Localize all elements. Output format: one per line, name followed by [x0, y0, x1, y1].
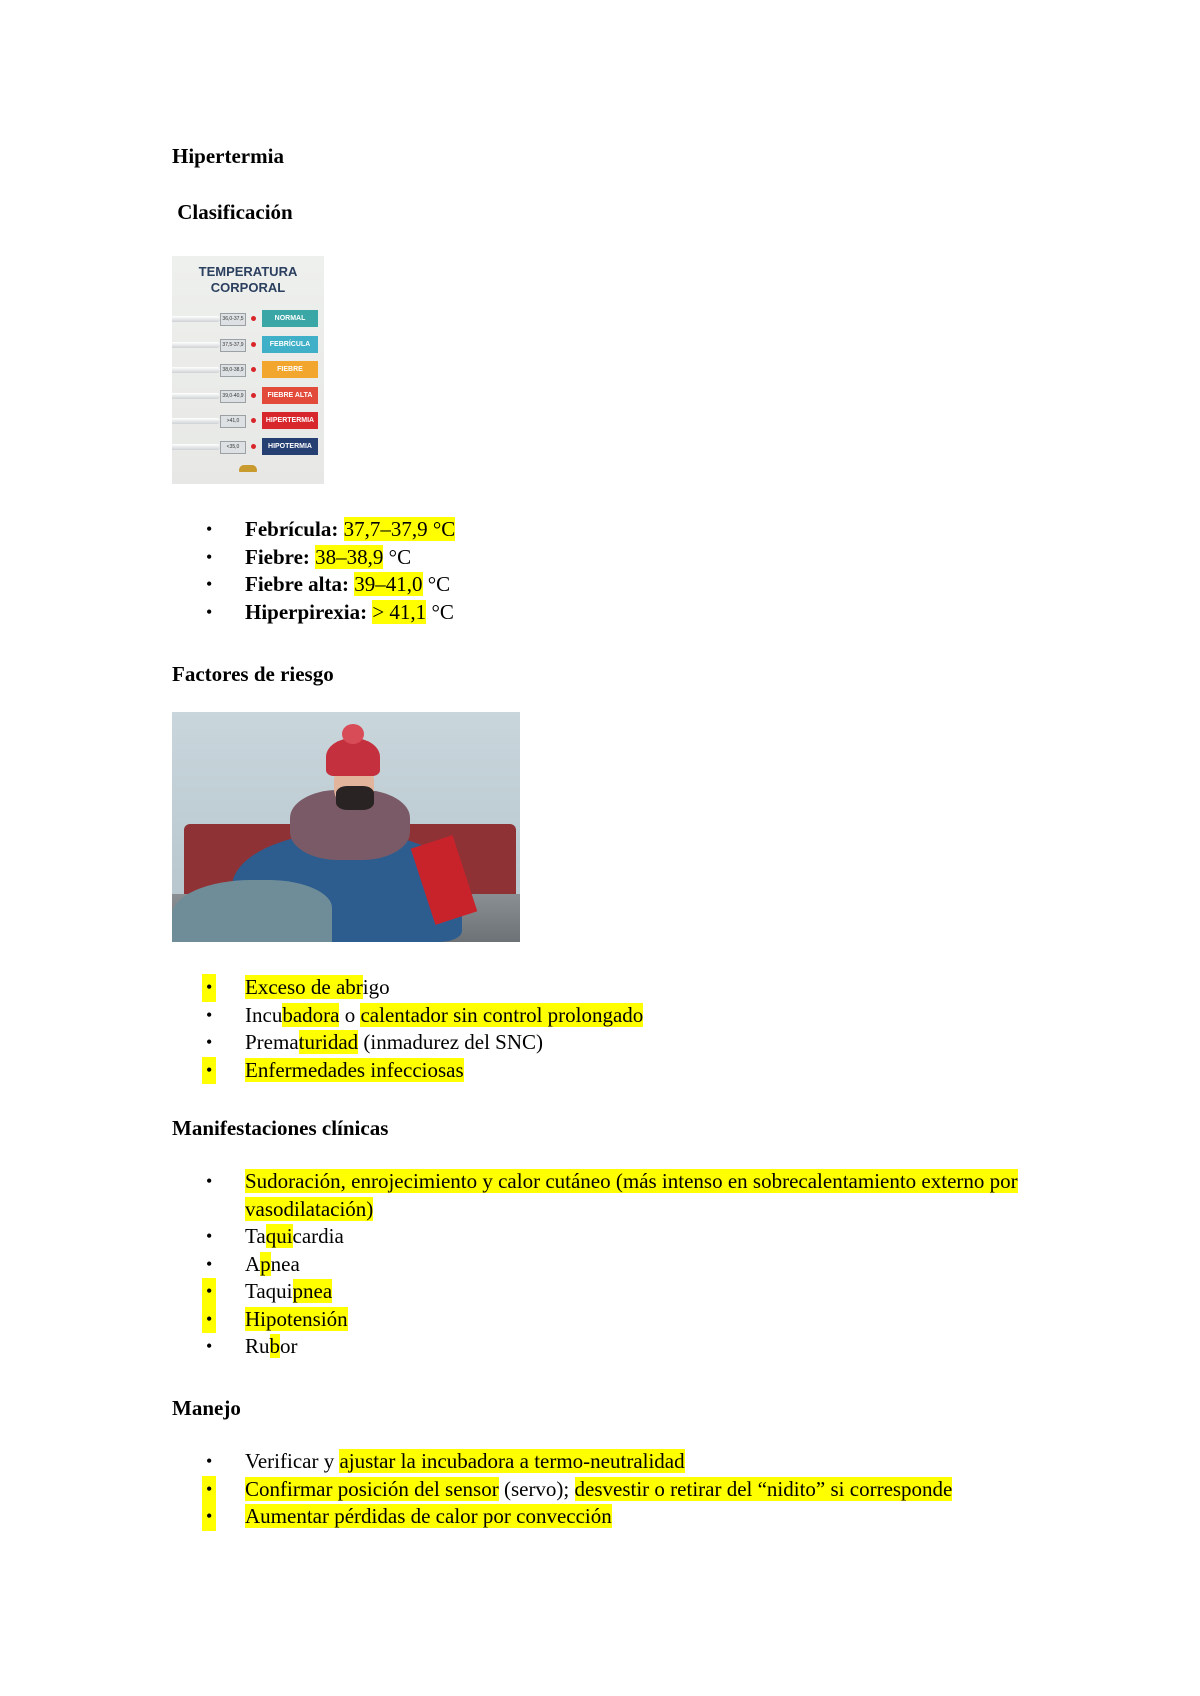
indicator-dot-icon	[251, 316, 256, 321]
temperature-reading: 38,0-38,9	[220, 364, 246, 377]
thermometer-icon	[172, 342, 220, 348]
list-item: • Fiebre: 38–38,9 °C	[172, 544, 1052, 572]
indicator-dot-icon	[251, 444, 256, 449]
heading-clasificacion: Clasificación	[172, 200, 293, 224]
temperature-reading: <35,0	[220, 441, 246, 454]
indicator-dot-icon	[251, 367, 256, 372]
page-title: Hipertermia	[172, 144, 284, 168]
thermometer-icon	[172, 393, 220, 399]
manifestaciones-list	[172, 1168, 1052, 1361]
temperature-reading: 36,0-37,5	[220, 313, 246, 326]
list-item: • Fiebre alta: 39–41,0 °C	[172, 571, 1052, 599]
heading-manejo: Manejo	[172, 1396, 241, 1420]
list-item: • Confirmar posición del sensor (servo); desvestir o retirar del “nidito” si corresponde	[172, 1476, 992, 1504]
list-item: • Taquicardia	[172, 1223, 1052, 1251]
factores-list	[172, 974, 1052, 1084]
temperature-category-label: FIEBRE ALTA	[262, 387, 318, 404]
list-item: • Aumentar pérdidas de calor por convección	[172, 1503, 992, 1531]
list-item: • Hiperpirexia: > 41,1 °C	[172, 599, 1052, 627]
list-item: • Apnea	[172, 1251, 1052, 1279]
temperature-category-label: FEBRÍCULA	[262, 336, 318, 353]
list-item: • Enfermedades infecciosas	[172, 1057, 1052, 1085]
list-item: • Hipotensión	[172, 1306, 1052, 1334]
publisher-logo-icon	[228, 452, 268, 464]
list-item: • Incubadora o calentador sin control prolongado	[172, 1002, 1052, 1030]
thermometer-icon	[172, 367, 220, 373]
temperature-row	[172, 385, 324, 407]
temperature-reading: 39,0-40,9	[220, 390, 246, 403]
heading-factores: Factores de riesgo	[172, 662, 334, 686]
list-item: • Sudoración, enrojecimiento y calor cutáneo (más intenso en sobrecalentamiento externo por vasodilatación)	[172, 1168, 1052, 1223]
list-item: • Taquipnea	[172, 1278, 1052, 1306]
thermometer-icon	[172, 316, 220, 322]
list-item: • Verificar y ajustar la incubadora a termo-neutralidad	[172, 1448, 992, 1476]
indicator-dot-icon	[251, 342, 256, 347]
clasificacion-list	[172, 516, 1052, 626]
list-item: • Prematuridad (inmadurez del SNC)	[172, 1029, 1052, 1057]
list-item: • Febrícula: 37,7–37,9 °C	[172, 516, 1052, 544]
temperature-category-label: NORMAL	[262, 310, 318, 327]
temperature-category-label: FIEBRE	[262, 361, 318, 378]
heading-manifestaciones: Manifestaciones clínicas	[172, 1116, 389, 1140]
temperature-chart-image	[172, 256, 324, 484]
thermometer-icon	[172, 444, 220, 450]
temperature-row	[172, 359, 324, 381]
temperature-chart-title: TEMPERATURA CORPORAL	[198, 264, 298, 295]
list-item: • Rubor	[172, 1333, 1052, 1361]
temperature-row	[172, 308, 324, 330]
temperature-row	[172, 334, 324, 356]
temperature-reading: 37,5-37,9	[220, 339, 246, 352]
indicator-dot-icon	[251, 418, 256, 423]
thermometer-icon	[172, 418, 220, 424]
indicator-dot-icon	[251, 393, 256, 398]
list-item: • Exceso de abrigo	[172, 974, 1052, 1002]
temperature-row	[172, 410, 324, 432]
manejo-list	[172, 1448, 992, 1531]
temperature-reading: >41,0	[220, 415, 246, 428]
temperature-category-label: HIPOTERMIA	[262, 438, 318, 455]
temperature-category-label: HIPERTERMIA	[262, 412, 318, 429]
bundled-person-photo	[172, 712, 520, 942]
